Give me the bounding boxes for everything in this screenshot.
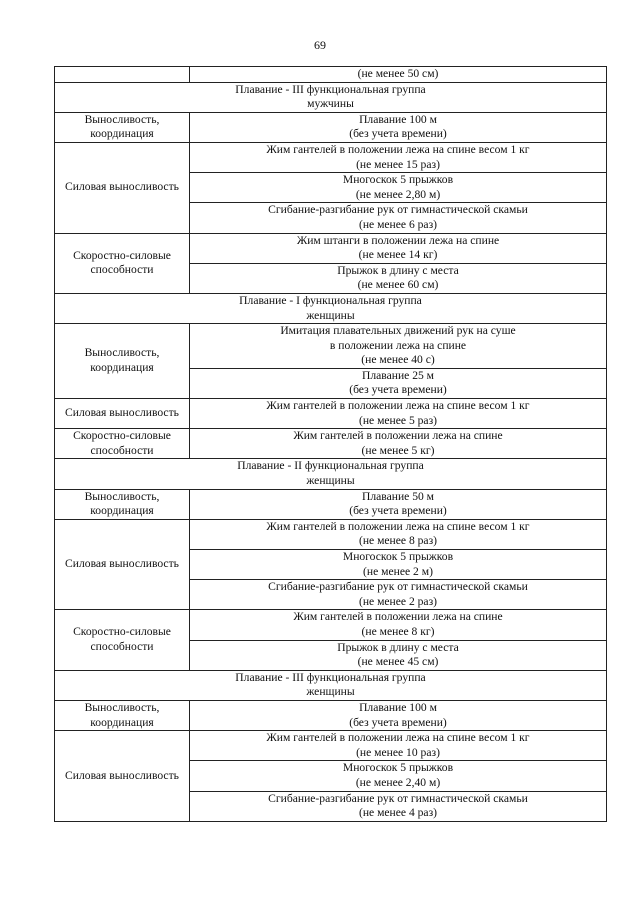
test-cell xyxy=(190,610,607,640)
cell-text-line: координация xyxy=(90,127,154,141)
cell-text-line: Плавание 50 м xyxy=(361,489,435,503)
category-cell xyxy=(55,519,190,610)
cell-text-line: Плавание 100 м xyxy=(359,700,437,714)
table-row xyxy=(55,399,607,429)
cell-text-line: Жим гантелей в положении лежа на спине xyxy=(293,429,503,443)
category-cell xyxy=(55,233,190,293)
cell-text-line: (не менее 2 м) xyxy=(363,564,433,578)
test-cell xyxy=(190,324,607,369)
cell-text-line: Многоскок 5 прыжков xyxy=(342,550,454,563)
cell-text-line: Жим гантелей в положении лежа на спине весом 1 кг xyxy=(266,399,530,413)
table-row xyxy=(55,489,607,519)
cell-text-line: женщины xyxy=(306,474,355,488)
cell-text-line: мужчины xyxy=(307,97,354,111)
category-cell xyxy=(55,399,190,429)
test-cell xyxy=(190,233,607,263)
section-header-row xyxy=(55,459,607,489)
category-cell xyxy=(55,324,190,399)
cell-text-line: Жим штанги в положении лежа на спине xyxy=(296,233,500,247)
cell-text-line: Плавание - I функциональная группа xyxy=(239,293,422,307)
test-cell xyxy=(190,429,607,459)
test-cell xyxy=(190,399,607,429)
cell-text-line: (не менее 5 кг) xyxy=(361,443,435,457)
test-cell xyxy=(190,700,607,730)
cell-text-line: (не менее 40 с) xyxy=(361,353,435,367)
cell-text-line: Прыжок в длину с места xyxy=(337,263,459,277)
cell-text-line: Плавание 25 м xyxy=(361,368,435,382)
cell-text-line: Жим гантелей в положении лежа на спине xyxy=(293,610,503,624)
norms-table xyxy=(54,66,607,822)
cell-text-line: Скоростно-силовые xyxy=(73,248,171,262)
cell-text-line: женщины xyxy=(306,685,355,699)
cell-text-line: Силовая выносливость xyxy=(65,180,179,194)
test-cell xyxy=(190,263,607,293)
cell-text-line: способности xyxy=(90,640,154,654)
cell-text-line: в положении лежа на спине xyxy=(329,338,467,352)
section-header-row xyxy=(55,82,607,112)
section-header-cell xyxy=(55,670,607,700)
test-cell xyxy=(190,731,607,761)
test-cell xyxy=(190,519,607,549)
table-row xyxy=(55,429,607,459)
cell-text-line: (не менее 60 см) xyxy=(357,278,439,292)
cell-text-line: (не менее 14 кг) xyxy=(358,248,438,262)
cell-text-line: Выносливость, xyxy=(84,346,160,360)
table-row xyxy=(55,519,607,549)
cell-text-line: (не менее 2,80 м) xyxy=(355,187,441,201)
cell-text-line: (не менее 8 кг) xyxy=(361,624,435,638)
cell-text-line: (не менее 5 раз) xyxy=(358,413,438,427)
cell-text-line: Жим гантелей в положении лежа на спине весом 1 кг xyxy=(266,142,530,156)
cell-text-line: Силовая выносливость xyxy=(65,406,179,420)
cell-text-line: (без учета времени) xyxy=(349,715,447,729)
cell-text-line: Выносливость, xyxy=(84,700,160,714)
cell-text-line: Плавание - III функциональная группа xyxy=(235,670,426,684)
norms-table-body xyxy=(55,67,607,822)
cell-text-line: координация xyxy=(90,361,154,375)
cell-text-line: Силовая выносливость xyxy=(65,768,179,782)
table-row xyxy=(55,112,607,142)
table-row xyxy=(55,67,607,83)
cell-text-line: (не менее 50 см) xyxy=(357,67,439,80)
table-row xyxy=(55,233,607,263)
test-cell xyxy=(190,791,607,821)
cell-text-line: (не менее 2 раз) xyxy=(358,594,438,608)
test-cell xyxy=(190,112,607,142)
cell-text-line: Плавание - III функциональная группа xyxy=(235,82,426,96)
cell-text-line: Многоскок 5 прыжков xyxy=(342,173,454,187)
cell-text-line: способности xyxy=(90,263,154,277)
cell-text-line: (без учета времени) xyxy=(349,504,447,518)
category-cell xyxy=(55,142,190,233)
test-cell xyxy=(190,203,607,233)
cell-text-line: Плавание - II функциональная группа xyxy=(237,459,424,473)
test-cell xyxy=(190,550,607,580)
test-cell xyxy=(190,142,607,172)
section-header-cell xyxy=(55,82,607,112)
section-header-cell xyxy=(55,459,607,489)
cell-text-line: Выносливость, xyxy=(84,489,160,503)
cell-text-line: (без учета времени) xyxy=(349,127,447,141)
test-cell xyxy=(190,368,607,398)
cell-text-line: координация xyxy=(90,504,154,518)
test-cell xyxy=(190,761,607,791)
cell-text-line: Скоростно-силовые xyxy=(73,429,171,443)
category-cell xyxy=(55,112,190,142)
cell-text-line: Плавание 100 м xyxy=(359,112,437,126)
cell-text-line: способности xyxy=(90,443,154,457)
page-number: 69 xyxy=(314,38,326,52)
table-row xyxy=(55,324,607,369)
category-cell xyxy=(55,429,190,459)
test-cell xyxy=(190,640,607,670)
cell-text-line: Имитация плавательных движений рук на суше xyxy=(280,324,516,338)
category-cell xyxy=(55,700,190,730)
cell-text-line: (не менее 4 раз) xyxy=(358,806,438,820)
table-row xyxy=(55,610,607,640)
cell-text-line: Прыжок в длину с места xyxy=(337,640,459,654)
test-cell xyxy=(190,580,607,610)
cell-text-line: (без учета времени) xyxy=(349,383,447,397)
cell-text-line: Сгибание-разгибание рук от гимнастической скамьи xyxy=(268,580,528,594)
test-cell xyxy=(190,489,607,519)
cell-text-line: Выносливость, xyxy=(84,112,160,126)
section-header-row xyxy=(55,293,607,323)
test-cell xyxy=(190,173,607,203)
section-header-cell xyxy=(55,293,607,323)
cell-text-line: Сгибание-разгибание рук от гимнастической скамьи xyxy=(268,791,528,805)
cell-text-line: (не менее 45 см) xyxy=(357,655,439,669)
table-row xyxy=(55,731,607,761)
cell-text-line: Сгибание-разгибание рук от гимнастической скамьи xyxy=(268,203,528,217)
cell-text-line: (не менее 8 раз) xyxy=(358,534,438,548)
category-cell-empty xyxy=(55,67,190,83)
cell-text-line: координация xyxy=(90,715,154,729)
cell-text-line: Жим гантелей в положении лежа на спине весом 1 кг xyxy=(266,731,530,745)
cell-text-line: (не менее 2,40 м) xyxy=(355,775,441,789)
test-cell xyxy=(190,67,607,83)
category-cell xyxy=(55,610,190,670)
cell-text-line: Многоскок 5 прыжков xyxy=(342,761,454,775)
category-cell xyxy=(55,489,190,519)
cell-text-line: (не менее 15 раз) xyxy=(356,157,440,171)
cell-text-line: (не менее 6 раз) xyxy=(358,217,438,231)
cell-text-line: женщины xyxy=(306,308,355,322)
cell-text-line: Жим гантелей в положении лежа на спине весом 1 кг xyxy=(266,519,530,533)
table-row xyxy=(55,142,607,172)
cell-text-line: Скоростно-силовые xyxy=(73,625,171,639)
table-row xyxy=(55,700,607,730)
cell-text-line: (не менее 10 раз) xyxy=(356,745,440,759)
cell-text-line: Силовая выносливость xyxy=(65,557,179,571)
category-cell xyxy=(55,731,190,822)
section-header-row xyxy=(55,670,607,700)
